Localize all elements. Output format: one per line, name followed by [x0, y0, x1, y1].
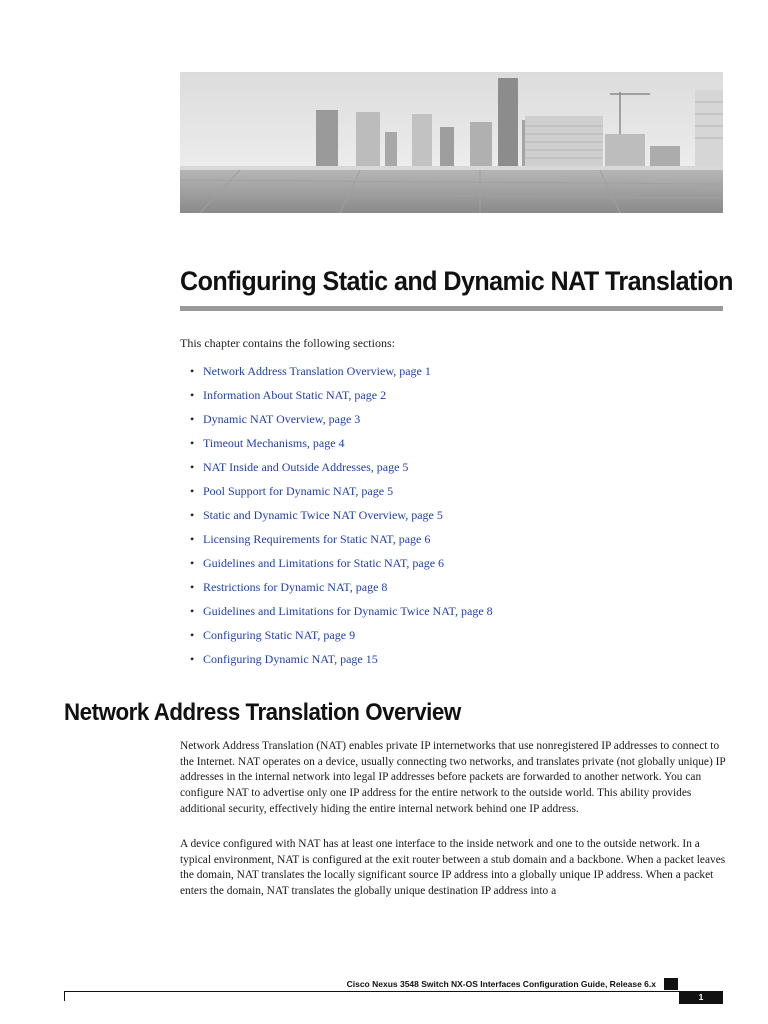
toc-link[interactable]: Pool Support for Dynamic NAT, page 5 [203, 484, 394, 498]
footer-guide-title: Cisco Nexus 3548 Switch NX-OS Interfaces Configuration Guide, Release 6.x [346, 979, 656, 989]
list-item [180, 650, 493, 674]
list-item [180, 626, 493, 650]
list-item [180, 530, 493, 554]
toc-link[interactable]: Guidelines and Limitations for Dynamic Twice NAT, page 8 [203, 604, 493, 618]
toc-link[interactable]: Dynamic NAT Overview, page 3 [203, 412, 361, 426]
toc-link[interactable]: Guidelines and Limitations for Static NAT, page 6 [203, 556, 445, 570]
bullet-icon: • [190, 532, 195, 546]
list-item [180, 386, 493, 410]
toc-link[interactable]: Network Address Translation Overview, page 1 [203, 364, 431, 378]
chapter-intro: This chapter contains the following sections: [180, 336, 395, 350]
bullet-icon: • [190, 412, 195, 426]
list-item [180, 458, 493, 482]
bullet-icon: • [190, 460, 195, 474]
bullet-icon: • [190, 580, 195, 594]
body-paragraph: A device configured with NAT has at least one interface to the inside network and one to the outside network. In a typical environment, NAT is configured at the exit router between a stub domain and a backbone. When a packet leaves the domain, NAT translates the locally significant source IP address into a globally unique IP address. When a packet enters the domain, NAT translates the globally unique destination IP address into a [180, 838, 726, 898]
list-item [180, 506, 493, 530]
bullet-icon: • [190, 628, 195, 642]
toc-link[interactable]: Timeout Mechanisms, page 4 [203, 436, 345, 450]
list-item [180, 482, 493, 506]
toc-link[interactable]: Configuring Dynamic NAT, page 15 [203, 652, 378, 666]
footer-marker [664, 978, 678, 990]
toc-link[interactable]: NAT Inside and Outside Addresses, page 5 [203, 460, 409, 474]
bullet-icon: • [190, 556, 195, 570]
title-rule [180, 306, 723, 311]
section-list [180, 362, 493, 674]
header-city-image [180, 72, 723, 213]
list-item [180, 434, 493, 458]
section-heading: Network Address Translation Overview [64, 699, 461, 726]
bullet-icon: • [190, 436, 195, 450]
bullet-icon: • [190, 508, 195, 522]
body-paragraph: Network Address Translation (NAT) enables private IP internetworks that use nonregistered IP addresses to connect to the Internet. NAT operates on a device, usually connecting two networks, and translates private (not globally unique) IP addresses in the internal network into legal IP addresses before packets are forwarded to another network. You can configure NAT to advertise only one IP address for the entire network to the outside world. This ability provides additional security, effectively hiding the entire internal network behind one IP address. [180, 740, 726, 815]
chapter-title: Configuring Static and Dynamic NAT Translation [180, 266, 733, 296]
toc-link[interactable]: Configuring Static NAT, page 9 [203, 628, 356, 642]
footer-rule [64, 991, 679, 992]
bullet-icon: • [190, 604, 195, 618]
list-item [180, 410, 493, 434]
page-number: 1 [679, 991, 723, 1004]
footer-rule-tick [64, 991, 65, 1001]
toc-link[interactable]: Licensing Requirements for Static NAT, page 6 [203, 532, 431, 546]
toc-link[interactable]: Information About Static NAT, page 2 [203, 388, 387, 402]
bullet-icon: • [190, 388, 195, 402]
bullet-icon: • [190, 364, 195, 378]
list-item [180, 578, 493, 602]
bullet-icon: • [190, 484, 195, 498]
toc-link[interactable]: Static and Dynamic Twice NAT Overview, page 5 [203, 508, 443, 522]
list-item [180, 362, 493, 386]
bullet-icon: • [190, 652, 195, 666]
list-item [180, 602, 493, 626]
toc-link[interactable]: Restrictions for Dynamic NAT, page 8 [203, 580, 388, 594]
list-item [180, 554, 493, 578]
